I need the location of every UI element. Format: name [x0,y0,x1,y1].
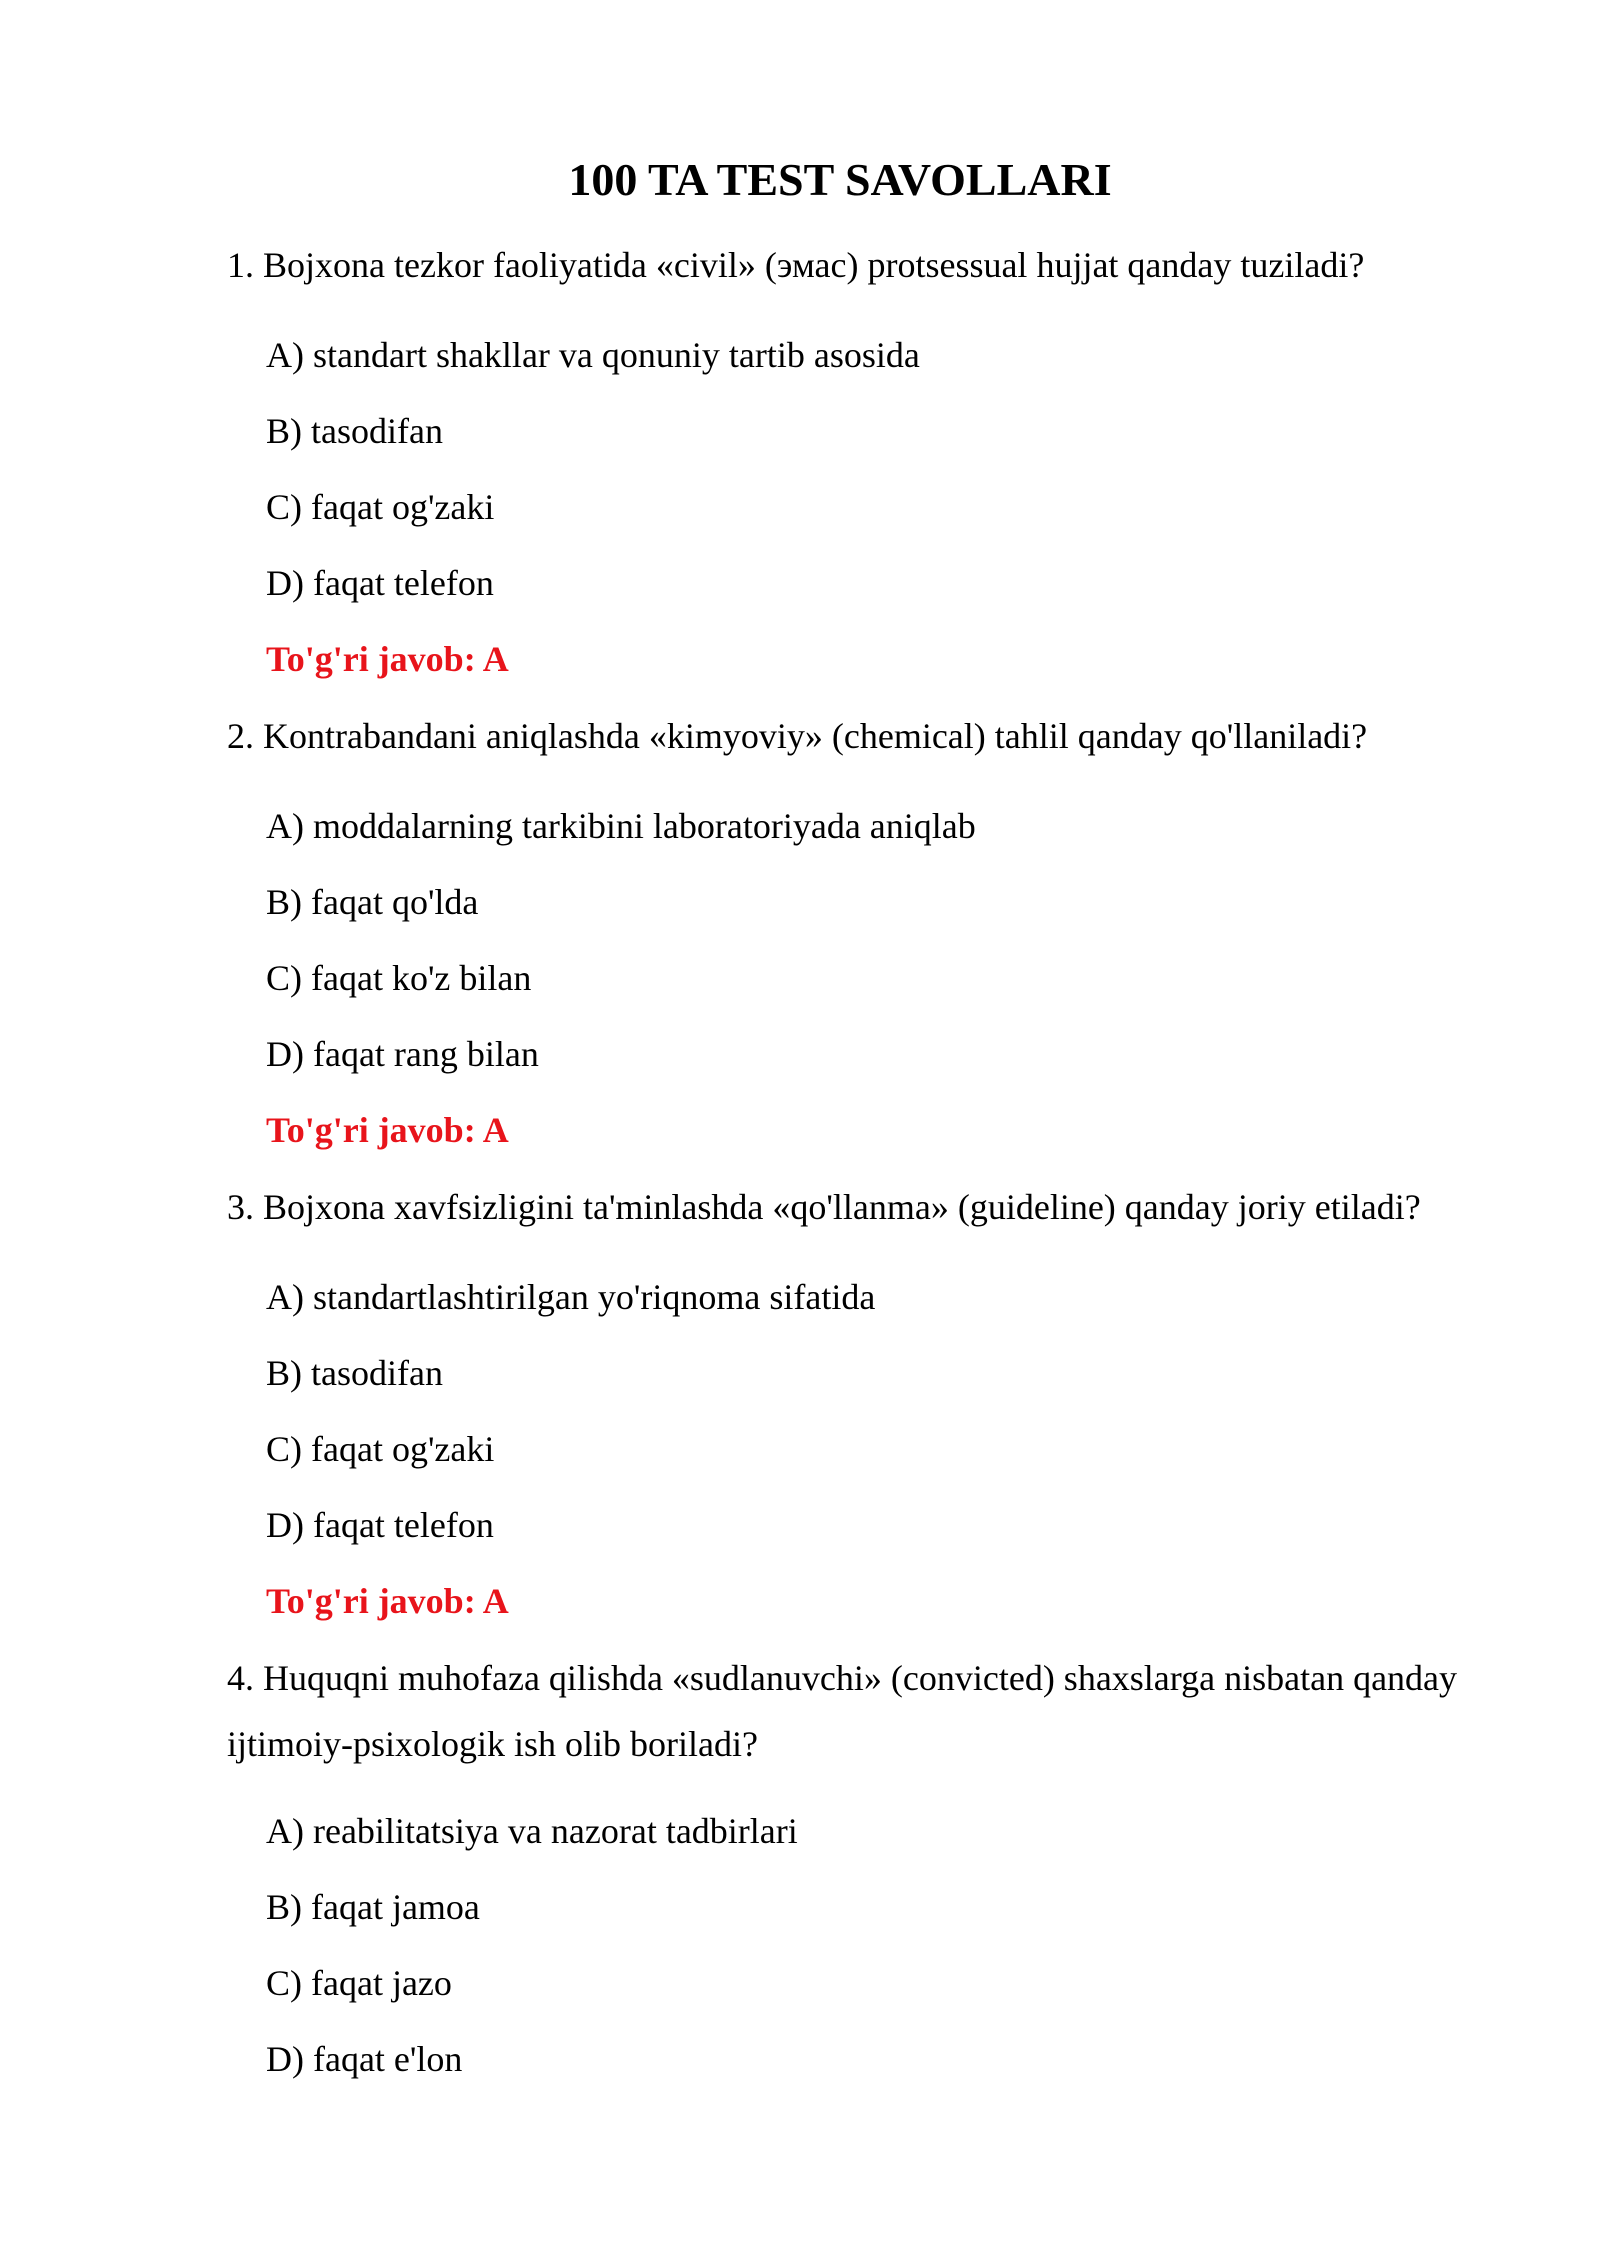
question-2-option-d: D) faqat rang bilan [266,1034,539,1074]
question-4-text: 4. Huquqni muhofaza qilishda «sudlanuvchi» (convicted) shaxslarga nisbatan qanday ijtimoiy-psixologik ish olib boriladi? [227,1658,1458,1764]
question-4-option-b: B) faqat jamoa [266,1887,480,1927]
document-title: 100 TA TEST SAVOLLARI [568,154,1112,205]
question-1-answer: To'g'ri javob: A [266,639,509,679]
question-4-option-d: D) faqat e'lon [266,2039,463,2079]
question-3-text: 3. Bojxona xavfsizligini ta'minlashda «qo'llanma» (guideline) qanday joriy etiladi? [227,1187,1421,1227]
question-2-option-a: A) moddalarning tarkibini laboratoriyada aniqlab [266,806,976,846]
question-3-option-d: D) faqat telefon [266,1505,494,1545]
question-2-option-c: C) faqat ko'z bilan [266,958,532,998]
question-3-option-c: C) faqat og'zaki [266,1429,495,1469]
question-3-option-b: B) tasodifan [266,1353,443,1393]
question-2-option-b: B) faqat qo'lda [266,882,479,922]
question-1-option-c: C) faqat og'zaki [266,487,495,527]
question-2-answer: To'g'ri javob: A [266,1110,509,1150]
question-1-text: 1. Bojxona tezkor faoliyatida «civil» (эмас) protsessual hujjat qanday tuziladi? [227,245,1365,285]
question-2-text: 2. Kontrabandani aniqlashda «kimyoviy» (chemical) tahlil qanday qo'llaniladi? [227,716,1368,756]
question-1-option-b: B) tasodifan [266,411,443,451]
question-3-option-a: A) standartlashtirilgan yo'riqnoma sifatida [266,1277,876,1317]
question-1-option-d: D) faqat telefon [266,563,494,603]
question-4-option-c: C) faqat jazo [266,1963,452,2003]
question-1-option-a: A) standart shakllar va qonuniy tartib asosida [266,335,920,375]
question-3-answer: To'g'ri javob: A [266,1581,509,1621]
question-4-option-a: A) reabilitatsiya va nazorat tadbirlari [266,1811,798,1851]
